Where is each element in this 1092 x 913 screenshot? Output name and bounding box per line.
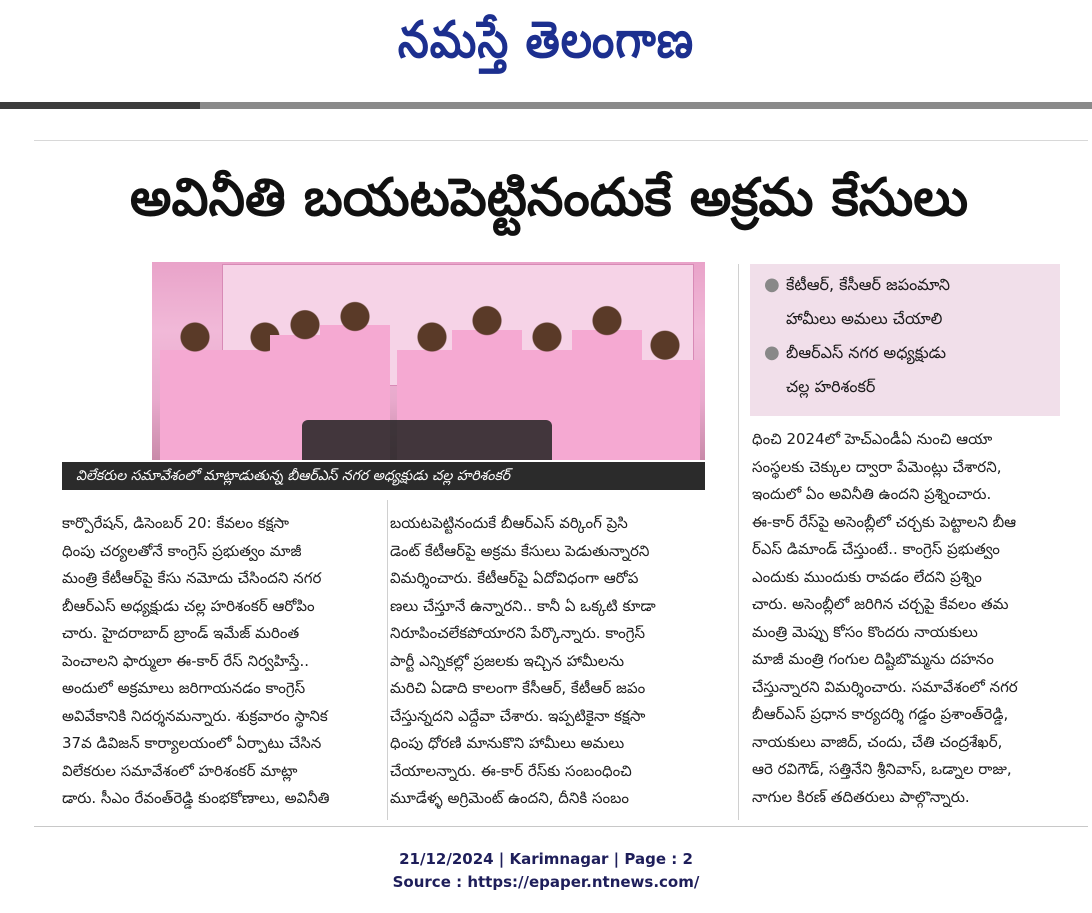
body-line: చేయాలన్నారు. ఈ-కార్ రేస్‌కు సంబంధించి bbox=[390, 761, 632, 780]
body-line: విలేకరుల సమావేశంలో హరిశంకర్ మాట్లా bbox=[62, 761, 298, 780]
highlight-line: కేటీఆర్, కేసీఆర్ జపంమాని bbox=[786, 275, 951, 294]
body-line: చారు. హైదరాబాద్ బ్రాండ్ ఇమేజ్ మరింత bbox=[62, 624, 300, 642]
body-line: ఇందులో ఏం అవినీతి ఉందని ప్రశ్నించారు. bbox=[752, 485, 992, 503]
body-line: 37వ డివిజన్ కార్యాలయంలో ఏర్పాటు చేసిన bbox=[62, 734, 322, 752]
body-line: పార్టీ ఎన్నికల్లో ప్రజలకు ఇచ్చిన హామీలను bbox=[390, 651, 625, 670]
column-divider bbox=[738, 264, 739, 820]
newspaper-logo: నమస్తే తెలంగాణ bbox=[397, 11, 695, 70]
body-line: అందులో అక్రమాలు జరిగాయనడం కాంగ్రెస్ bbox=[62, 679, 306, 697]
body-line: విమర్శించారు. కేటీఆర్‌పై ఏదోవిధంగా ఆరోప bbox=[390, 569, 639, 587]
body-line: ఆరె రవిగౌడ్, సత్తినేని శ్రీనివాస్, ఒడ్నాల రాజు, bbox=[752, 760, 1012, 778]
bullet-icon: ● bbox=[764, 274, 780, 295]
body-line: కార్పొరేషన్, డిసెంబర్ 20: కేవలం కక్షసా bbox=[62, 514, 289, 532]
article-column-2 bbox=[390, 510, 710, 813]
body-line: ధించి 2024లో హెచ్ఎండీఏ నుంచి ఆయా bbox=[752, 430, 993, 448]
masthead bbox=[0, 0, 1092, 100]
body-line: డెంట్ కేటీఆర్‌పై అక్రమ కేసులు పెడుతున్నారని bbox=[390, 541, 650, 560]
highlight-line: హామీలు అమలు చేయాలి bbox=[786, 309, 943, 328]
body-line: చేస్తున్నదని ఎద్దేవా చేశారు. ఇప్పటికైనా కక్షసా bbox=[390, 706, 646, 725]
body-line: నిరూపించలేకపోయారని పేర్కొన్నారు. కాంగ్రెస్ bbox=[390, 624, 646, 642]
body-line: నాగుల కిరణ్ తదితరులు పాల్గొన్నారు. bbox=[752, 787, 970, 806]
body-line: బీఆర్ఎస్ అధ్యక్షుడు చల్ల హరిశంకర్ ఆరోపిం bbox=[62, 596, 315, 615]
body-line: అవివేకానికి నిదర్శనమన్నారు. శుక్రవారం స్థానిక bbox=[62, 706, 328, 725]
body-line: ఎందుకు ముందుకు రావడం లేదని ప్రశ్నిం bbox=[752, 567, 982, 586]
body-line: బీఆర్ఎస్ ప్రధాన కార్యదర్శి గడ్డం ప్రశాంత్‌రెడ్డి, bbox=[752, 705, 1009, 723]
column-divider bbox=[387, 500, 388, 820]
body-line: మరిచి ఏడాది కాలంగా కేసీఆర్, కేటీఆర్ జపం bbox=[390, 679, 646, 697]
bullet-icon: ● bbox=[764, 342, 780, 363]
body-line: సంస్థలకు చెక్కుల ద్వారా పేమెంట్లు చేశారని, bbox=[752, 457, 1002, 476]
body-line: బయటపెట్టినందుకే బీఆర్ఎస్ వర్కింగ్ ప్రెసి bbox=[390, 514, 628, 532]
photo-person bbox=[630, 320, 700, 460]
footer-meta: 21/12/2024 | Karimnagar | Page : 2 bbox=[399, 850, 693, 868]
highlight-item bbox=[760, 336, 1050, 404]
photo-person bbox=[160, 310, 230, 460]
highlight-line: చల్ల హరిశంకర్ bbox=[786, 377, 876, 396]
highlight-item bbox=[760, 268, 1050, 336]
body-line: మూడేళ్ళ అగ్రిమెంట్ ఉందని, దీనికి సంబం bbox=[390, 789, 630, 807]
body-line: ధింపు చర్యలతోనే కాంగ్రెస్ ప్రభుత్వం మాజీ bbox=[62, 541, 302, 560]
body-line: పెంచాలని ఫార్ములా ఈ-కార్ రేస్ నిర్వహిస్తే.. bbox=[62, 651, 309, 670]
highlight-line: బీఆర్ఎస్ నగర అధ్యక్షుడు bbox=[786, 343, 946, 362]
highlights-box bbox=[750, 264, 1060, 416]
photo-caption: విలేకరుల సమావేశంలో మాట్లాడుతున్న బీఆర్ఎస్ నగర అధ్యక్షుడు చల్ల హరిశంకర్ bbox=[62, 462, 705, 490]
body-line: నాయకులు వాజిద్, చందు, చేతి చంద్రశేఖర్, bbox=[752, 732, 1003, 751]
body-line: ఈ-కార్ రేస్‌పై అసెంబ్లీలో చర్చకు పెట్టాలని బీఆ bbox=[752, 512, 1017, 531]
footer-source: Source : https://epaper.ntnews.com/ bbox=[392, 873, 700, 891]
article-column-1 bbox=[62, 510, 384, 813]
photo-microphones bbox=[302, 420, 552, 460]
clipping-bottom-rule bbox=[34, 826, 1088, 827]
article-photo bbox=[152, 262, 705, 460]
masthead-rule-accent bbox=[200, 102, 1092, 109]
body-line: ణలు చేస్తూనే ఉన్నారని.. కానీ ఏ ఒక్కటి కూడా bbox=[390, 596, 656, 615]
body-line: ధింపు ధోరణి మానుకొని హామీలు అమలు bbox=[390, 734, 625, 752]
article-column-3 bbox=[752, 426, 1062, 811]
article-headline: అవినీతి బయటపెట్టినందుకే అక్రమ కేసులు bbox=[129, 168, 969, 228]
body-line: చేస్తున్నారని విమర్శించారు. సమావేశంలో నగర bbox=[752, 677, 1018, 696]
body-line: డారు. సీఎం రేవంత్‌రెడ్డి కుంభకోణాలు, అవినీతి bbox=[62, 789, 330, 807]
body-line: మంత్రి మెప్పు కోసం కొందరు నాయకులు bbox=[752, 622, 978, 641]
body-line: మంత్రి కేటీఆర్‌పై కేసు నమోదు చేసిందని నగర bbox=[62, 569, 322, 587]
body-line: ర్ఎస్ డిమాండ్ చేస్తుంటే.. కాంగ్రెస్ ప్రభుత్వం bbox=[752, 540, 1000, 558]
body-line: చారు. అసెంబ్లీలో జరిగిన చర్చపై కేవలం తమ bbox=[752, 595, 1009, 613]
body-line: మాజీ మంత్రి గంగుల దిష్టిబొమ్మను దహనం bbox=[752, 650, 994, 668]
